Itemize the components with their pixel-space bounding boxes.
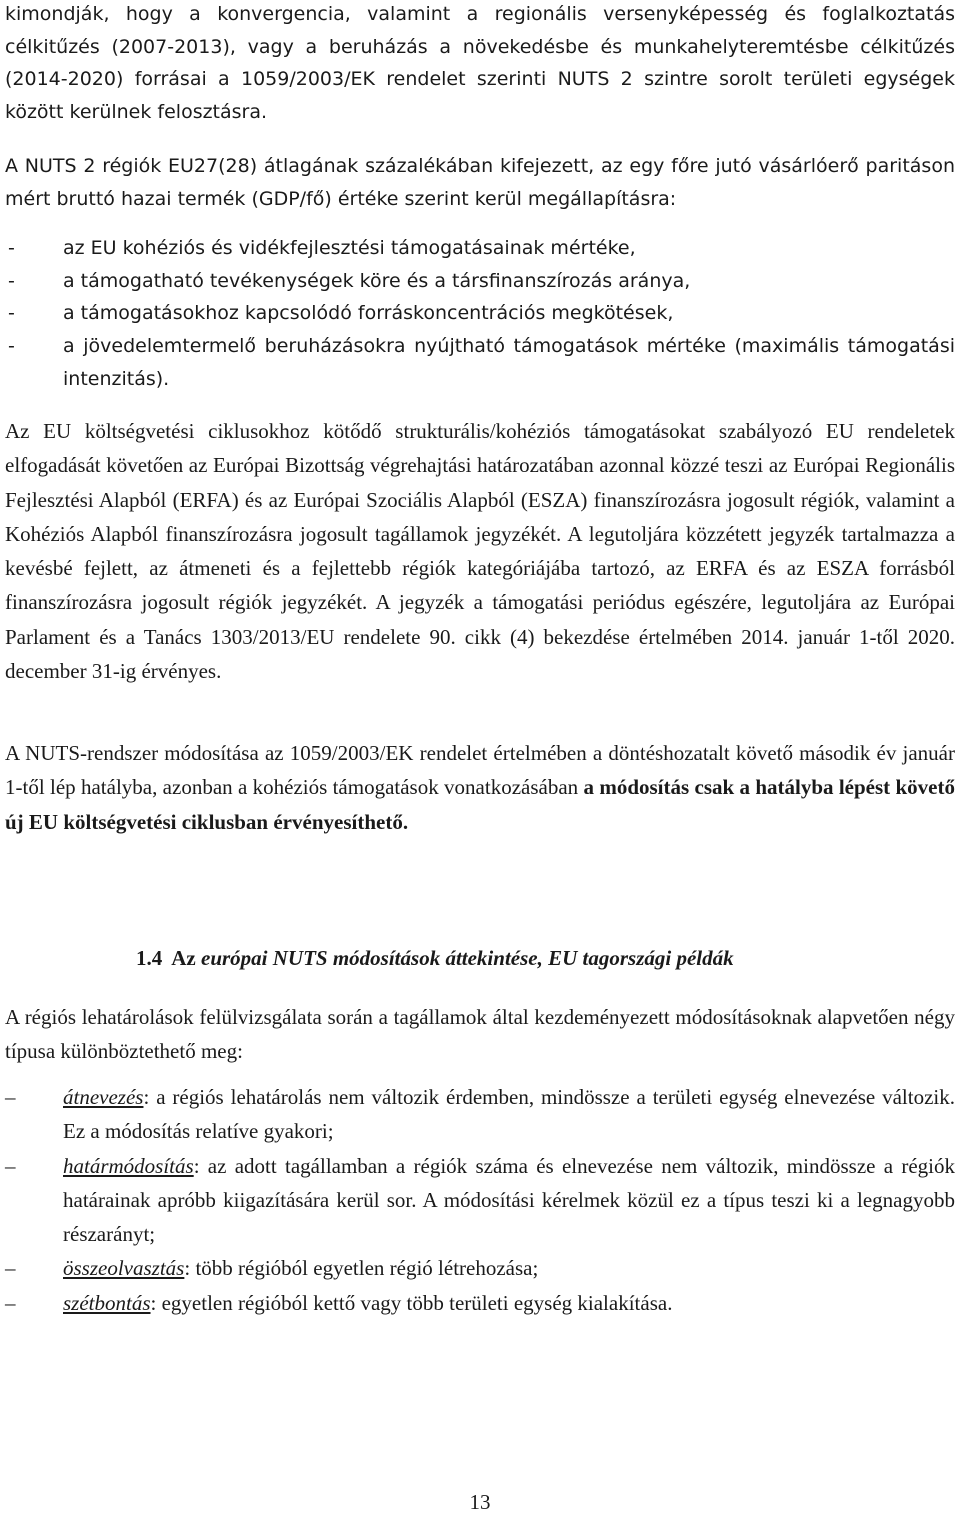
intro-paragraph: kimondják, hogy a konvergencia, valamint a regionális versenyképesség és foglalkoztatás célkitűzés (2007-2013), vagy a beruházás a növekedésbe és munkahelyteremtésbe célkitűzés (2014-2020) forrásai a 1059/2003/EK rendelet szerinti NUTS 2 szintre sorolt területi egységek között kerülnek felosztásra. (5, 3, 955, 124)
dash-marker: – (5, 1290, 16, 1315)
term-hatarmodositas: határmódosítás (63, 1153, 194, 1178)
list-item-text: a jövedelemtermelő beruházásokra nyújtható támogatások mértéke (maximális támogatási intenzitás). (63, 335, 955, 390)
section-number: 1.4 (136, 946, 163, 970)
list-item-text: : egyetlen régióból kettő vagy több területi egység kialakítása. (150, 1290, 673, 1315)
nuts-change-bold-text: a módosítás csak a hatályba lépést követő új EU költségvetési ciklusban érvényesíthető. (5, 775, 955, 834)
list-item-text: az EU kohéziós és vidékfejlesztési támogatásainak mértéke, (63, 237, 636, 259)
nuts-change-text: A NUTS-rendszer módosítása az 1059/2003/EK rendelet értelmében a döntéshozatalt követő második év január 1-től lép hatályba, azonban a kohéziós támogatások vonatkozásában (5, 741, 955, 800)
list-item-text: a támogatásokhoz kapcsolódó forráskoncentrációs megkötések, (63, 302, 674, 325)
list-item (5, 265, 955, 298)
budget-cycle-paragraph: Az EU költségvetési ciklusokhoz kötődő strukturális/kohéziós támogatásokat szabályozó EU rendeletek elfogadását követően az Európai Bizottság végrehajtási határozatában azonnal közzé teszi az Európai Regionális Fejlesztési Alapból (ERFA) és az Európai Szociális Alapból (ESZA) finanszírozásra jogosult régiók, valamint a Kohéziós Alapból finanszírozásra jogosult tagállamok jegyzékét. A legutoljára közzétett jegyzék tartalmazza a kevésbé fejlett, az átmeneti és a fejlettebb régiók kategóriájába tartozó, az ERFA és az ESZA forrásból finanszírozásra jogosult régiók jegyzékét. A jegyzék a támogatási periódus egészére, legutoljára az Európai Parlament és a Tanács 1303/2013/EU rendelete 90. cikk (4) bekezdése értelmében 2014. január 1-től 2020. december 31-ig érvényes. (5, 419, 955, 684)
dash-marker: – (5, 1153, 16, 1178)
term-atnevezes: átnevezés (63, 1085, 144, 1109)
list-item (5, 1080, 955, 1149)
section-heading (136, 946, 734, 971)
section-title: európai NUTS módosítások áttekintése, EU tagországi példák (201, 946, 734, 970)
list-item-text: : a régiós lehatárolás nem változik érdemben, mindössze a területi egység elnevezése változik. Ez a módosítás relatíve gyakori; (63, 1085, 955, 1144)
list-item-text: : az adott tagállamban a régiók száma és elnevezése nem változik, mindössze a régiók határainak apróbb kiigazítására kerül sor. A módosítási kérelmek közül ez a típus teszi ki a legnagyobb részarányt; (63, 1153, 955, 1247)
section-heading-prefix: Az (171, 946, 196, 970)
dash-marker: - (8, 237, 15, 259)
nuts-change-paragraph (5, 736, 955, 839)
dash-marker: - (8, 269, 15, 292)
modification-types-paragraph: A régiós lehatárolások felülvizsgálata során a tagállamok által kezdeményezett módosításoknak alapvetően négy típusa különböztethető meg: (5, 1005, 955, 1064)
support-list (5, 232, 955, 396)
dash-marker: - (8, 335, 15, 358)
list-item (5, 1286, 955, 1320)
list-item (5, 330, 955, 395)
nuts2-paragraph: A NUTS 2 régiók EU27(28) átlagának százalékában kifejezett, az egy főre jutó vásárlóerő paritáson mért bruttó hazai termék (GDP/fő) értéke szerint kerül megállapításra: (5, 155, 955, 210)
list-item (5, 1251, 955, 1285)
list-item-text: a támogatható tevékenységek köre és a társfinanszírozás aránya, (63, 269, 691, 292)
term-osszeolvasztas: összeolvasztás (63, 1256, 185, 1281)
list-item (5, 232, 955, 265)
dash-marker: – (5, 1256, 16, 1281)
term-szetbontas: szétbontás (63, 1290, 151, 1315)
dash-marker: - (8, 302, 15, 325)
list-item (5, 1149, 955, 1252)
dash-marker: – (5, 1085, 16, 1109)
modification-types-list (5, 1080, 955, 1320)
page-number: 13 (469, 1490, 491, 1514)
list-item (5, 297, 955, 330)
list-item-text: : több régióból egyetlen régió létrehozása; (184, 1256, 539, 1281)
